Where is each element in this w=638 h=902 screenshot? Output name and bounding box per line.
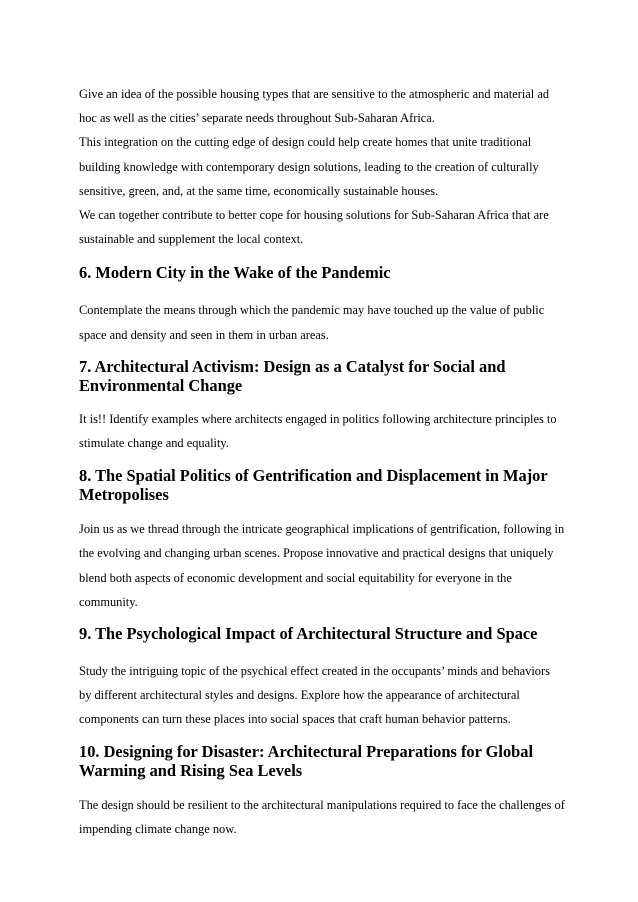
intro-paragraph-integration: This integration on the cutting edge of design could help create homes that unite traditional building knowledge with contemporary design solutions, leading to the creation of culturally sensitive, green, and, at the same time, economically sustainable houses. (79, 135, 539, 198)
section-heading-8: 8. The Spatial Politics of Gentrification and Displacement in Major Metropolises (79, 466, 548, 505)
section-body-10: The design should be resilient to the architectural manipulations required to face the challenges of impending climate change now. (79, 797, 565, 836)
intro-paragraph-contribution: We can together contribute to better cope for housing solutions for Sub-Saharan Africa that are sustainable and supplement the local context. (79, 208, 549, 247)
intro-paragraph-housing-types: Give an idea of the possible housing types that are sensitive to the atmospheric and material ad hoc as well as the cities’ separate needs throughout Sub-Saharan Africa. (79, 87, 550, 126)
section-heading-10: 10. Designing for Disaster: Architectural Preparations for Global Warming and Rising Sea Levels (79, 741, 534, 780)
section-heading-6: 6. Modern City in the Wake of the Pandemic (79, 263, 391, 283)
section-body-7: It is!! Identify examples where architects engaged in politics following architecture principles to stimulate change and equality. (79, 411, 557, 451)
section-body-6: Contemplate the means through which the pandemic may have touched up the value of public space and density and seen in them in urban areas. (79, 303, 545, 342)
intro-block (79, 82, 565, 251)
section-body-8: Join us as we thread through the intricate geographical implications of gentrification, following in the evolving and changing urban scenes. Propose innovative and practical designs that uniquely blend both aspects of economic development and social equitability for everyone in the community. (79, 522, 565, 609)
section-heading-9: 9. The Psychological Impact of Architectural Structure and Space (79, 624, 538, 644)
page-content (79, 82, 565, 841)
section-body-9: Study the intriguing topic of the psychical effect created in the occupants’ minds and behaviors by different architectural styles and designs. Explore how the appearance of architectural components can turn these places into social spaces that craft human behavior patterns. (79, 664, 550, 727)
section-heading-7: 7. Architectural Activism: Design as a Catalyst for Social and Environmental Change (79, 356, 506, 395)
